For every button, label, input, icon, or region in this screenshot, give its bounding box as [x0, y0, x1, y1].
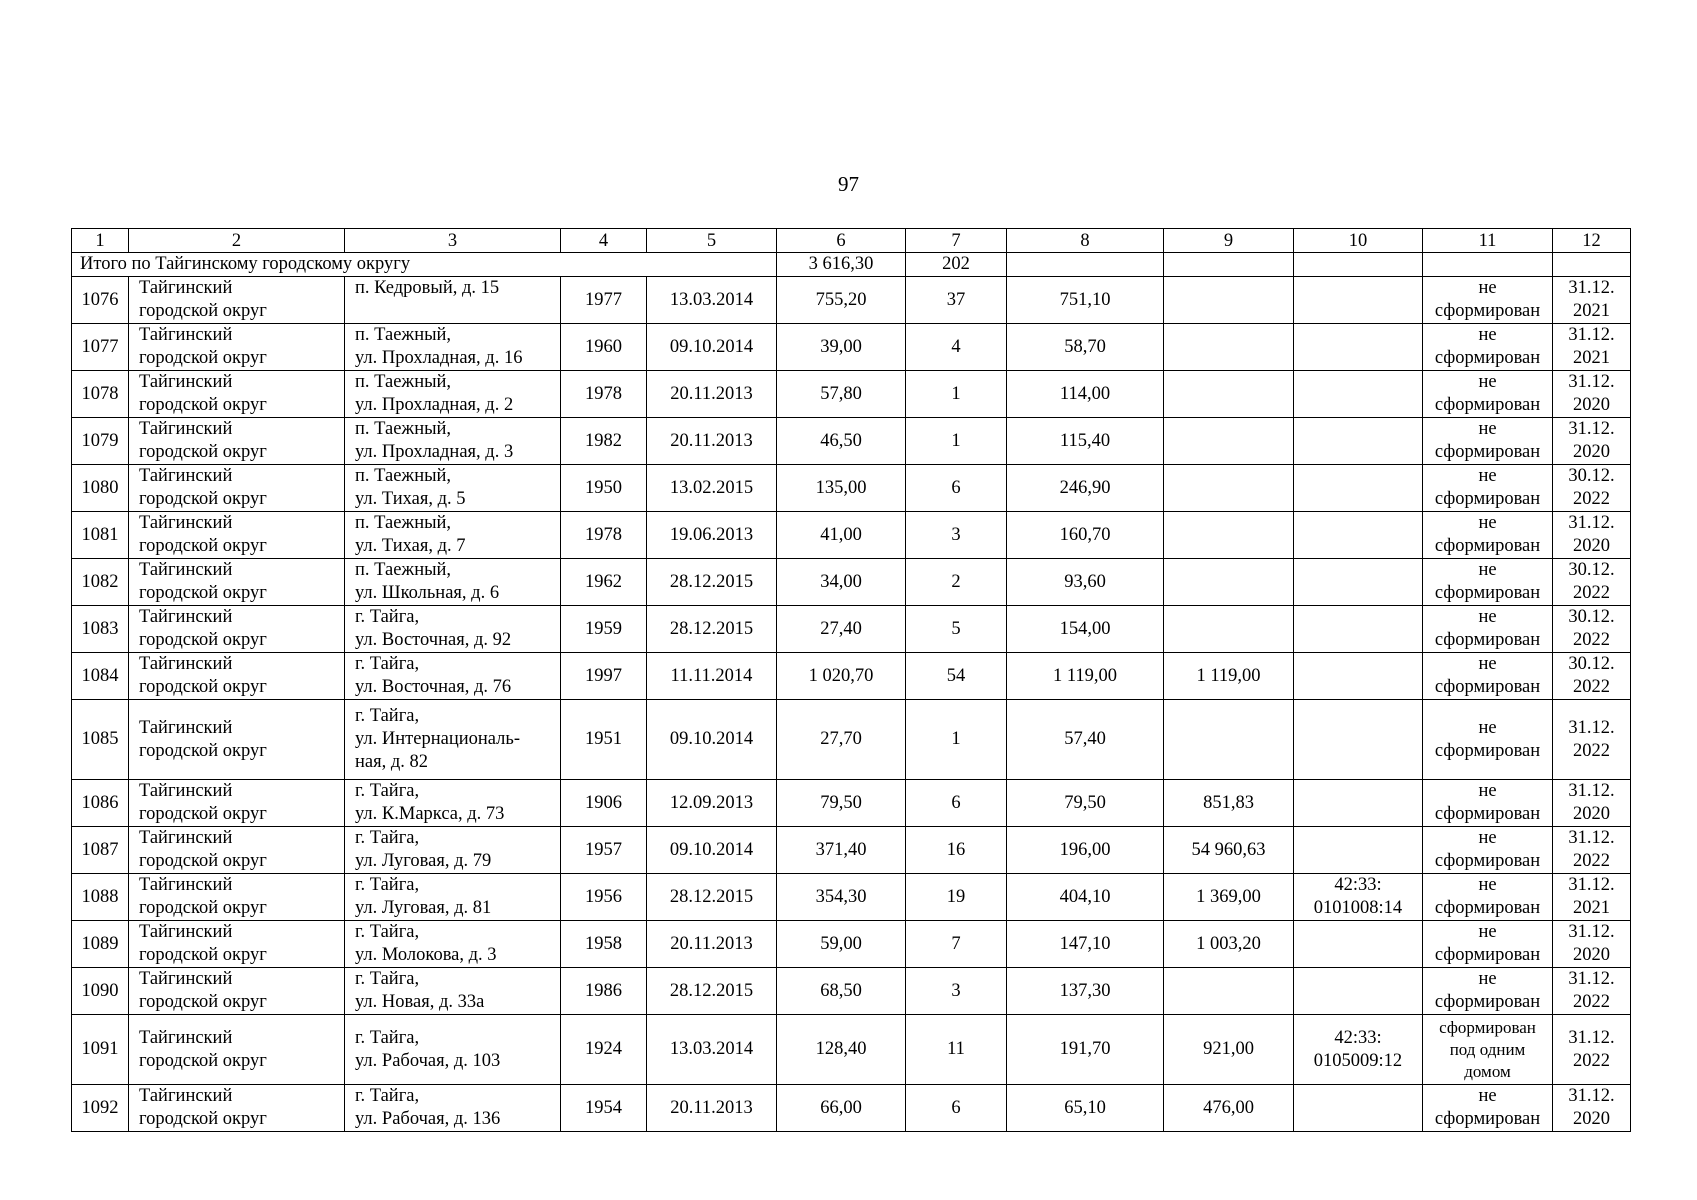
empty-cell	[1423, 253, 1553, 277]
municipality-cell: Тайгинский городской округ	[129, 512, 345, 559]
residents-cell: 54	[906, 653, 1007, 700]
table-row	[72, 277, 1631, 324]
area-cell: 57,80	[777, 371, 906, 418]
cadastral-number-cell	[1294, 700, 1423, 780]
area-cell: 27,70	[777, 700, 906, 780]
cadastral-number-cell	[1294, 653, 1423, 700]
record-number: 1088	[72, 874, 129, 921]
cadastral-number-cell	[1294, 559, 1423, 606]
table-row	[72, 465, 1631, 512]
column-number: 5	[647, 229, 777, 253]
residents-cell: 4	[906, 324, 1007, 371]
table-row	[72, 606, 1631, 653]
build-year-cell: 1954	[561, 1085, 647, 1132]
deadline-cell: 31.12. 2022	[1553, 827, 1631, 874]
area-cell: 1 020,70	[777, 653, 906, 700]
deadline-cell: 31.12. 2020	[1553, 780, 1631, 827]
land-status-cell: не сформирован	[1423, 606, 1553, 653]
value-cell: 196,00	[1007, 827, 1164, 874]
municipality-cell: Тайгинский городской округ	[129, 827, 345, 874]
residents-cell: 1	[906, 371, 1007, 418]
record-number: 1092	[72, 1085, 129, 1132]
total-row	[72, 253, 1631, 277]
date-cell: 20.11.2013	[647, 921, 777, 968]
land-status-cell: не сформирован	[1423, 921, 1553, 968]
column-number: 12	[1553, 229, 1631, 253]
build-year-cell: 1962	[561, 559, 647, 606]
address-cell: г. Тайга, ул. Молокова, д. 3	[345, 921, 561, 968]
table-row	[72, 1015, 1631, 1085]
record-number: 1079	[72, 418, 129, 465]
value-cell	[1164, 277, 1294, 324]
land-status-cell: не сформирован	[1423, 1085, 1553, 1132]
cadastral-number-cell	[1294, 1085, 1423, 1132]
column-number: 8	[1007, 229, 1164, 253]
cadastral-number-cell	[1294, 606, 1423, 653]
land-status-cell: сформирован под одним домом	[1423, 1015, 1553, 1085]
deadline-cell: 30.12. 2022	[1553, 653, 1631, 700]
area-cell: 371,40	[777, 827, 906, 874]
value-cell: 58,70	[1007, 324, 1164, 371]
residents-cell: 6	[906, 465, 1007, 512]
date-cell: 28.12.2015	[647, 606, 777, 653]
address-cell: п. Таежный, ул. Прохладная, д. 16	[345, 324, 561, 371]
table-row	[72, 827, 1631, 874]
address-cell: г. Тайга, ул. Интернациональ- ная, д. 82	[345, 700, 561, 780]
date-cell: 20.11.2013	[647, 418, 777, 465]
residents-cell: 19	[906, 874, 1007, 921]
value-cell: 751,10	[1007, 277, 1164, 324]
residents-cell: 37	[906, 277, 1007, 324]
value-cell: 921,00	[1164, 1015, 1294, 1085]
build-year-cell: 1960	[561, 324, 647, 371]
address-cell: п. Кедровый, д. 15	[345, 277, 561, 324]
record-number: 1083	[72, 606, 129, 653]
date-cell: 19.06.2013	[647, 512, 777, 559]
municipality-cell: Тайгинский городской округ	[129, 1015, 345, 1085]
value-cell: 79,50	[1007, 780, 1164, 827]
address-cell: п. Таежный, ул. Тихая, д. 5	[345, 465, 561, 512]
value-cell	[1164, 606, 1294, 653]
date-cell: 28.12.2015	[647, 874, 777, 921]
area-cell: 755,20	[777, 277, 906, 324]
deadline-cell: 31.12. 2022	[1553, 700, 1631, 780]
cadastral-number-cell	[1294, 827, 1423, 874]
municipality-cell: Тайгинский городской округ	[129, 559, 345, 606]
table-row	[72, 874, 1631, 921]
total-label: Итого по Тайгинскому городскому округу	[72, 253, 777, 277]
housing-registry-table	[71, 228, 1631, 1132]
value-cell: 65,10	[1007, 1085, 1164, 1132]
date-cell: 20.11.2013	[647, 371, 777, 418]
cadastral-number-cell	[1294, 277, 1423, 324]
land-status-cell: не сформирован	[1423, 324, 1553, 371]
column-number: 10	[1294, 229, 1423, 253]
value-cell	[1164, 418, 1294, 465]
column-number: 3	[345, 229, 561, 253]
land-status-cell: не сформирован	[1423, 700, 1553, 780]
address-cell: п. Таежный, ул. Тихая, д. 7	[345, 512, 561, 559]
build-year-cell: 1951	[561, 700, 647, 780]
municipality-cell: Тайгинский городской округ	[129, 324, 345, 371]
municipality-cell: Тайгинский городской округ	[129, 921, 345, 968]
build-year-cell: 1956	[561, 874, 647, 921]
land-status-cell: не сформирован	[1423, 827, 1553, 874]
cadastral-number-cell: 42:33: 0101008:14	[1294, 874, 1423, 921]
area-cell: 41,00	[777, 512, 906, 559]
column-number: 2	[129, 229, 345, 253]
value-cell: 191,70	[1007, 1015, 1164, 1085]
value-cell: 147,10	[1007, 921, 1164, 968]
build-year-cell: 1958	[561, 921, 647, 968]
deadline-cell: 31.12. 2021	[1553, 874, 1631, 921]
empty-cell	[1007, 253, 1164, 277]
deadline-cell: 31.12. 2020	[1553, 512, 1631, 559]
residents-cell: 11	[906, 1015, 1007, 1085]
column-number: 6	[777, 229, 906, 253]
cadastral-number-cell	[1294, 780, 1423, 827]
date-cell: 28.12.2015	[647, 968, 777, 1015]
land-status-cell: не сформирован	[1423, 968, 1553, 1015]
record-number: 1076	[72, 277, 129, 324]
table-row	[72, 700, 1631, 780]
empty-cell	[1294, 253, 1423, 277]
date-cell: 09.10.2014	[647, 324, 777, 371]
address-cell: г. Тайга, ул. Новая, д. 33а	[345, 968, 561, 1015]
deadline-cell: 31.12. 2021	[1553, 324, 1631, 371]
table-row	[72, 653, 1631, 700]
table-row	[72, 371, 1631, 418]
table-row	[72, 1085, 1631, 1132]
address-cell: г. Тайга, ул. Восточная, д. 92	[345, 606, 561, 653]
table-row	[72, 418, 1631, 465]
area-cell: 128,40	[777, 1015, 906, 1085]
record-number: 1081	[72, 512, 129, 559]
value-cell: 246,90	[1007, 465, 1164, 512]
municipality-cell: Тайгинский городской округ	[129, 653, 345, 700]
cadastral-number-cell	[1294, 968, 1423, 1015]
date-cell: 13.03.2014	[647, 277, 777, 324]
land-status-cell: не сформирован	[1423, 653, 1553, 700]
municipality-cell: Тайгинский городской округ	[129, 1085, 345, 1132]
deadline-cell: 31.12. 2021	[1553, 277, 1631, 324]
record-number: 1077	[72, 324, 129, 371]
build-year-cell: 1997	[561, 653, 647, 700]
municipality-cell: Тайгинский городской округ	[129, 968, 345, 1015]
value-cell: 114,00	[1007, 371, 1164, 418]
build-year-cell: 1978	[561, 371, 647, 418]
address-cell: г. Тайга, ул. Рабочая, д. 136	[345, 1085, 561, 1132]
column-number: 11	[1423, 229, 1553, 253]
deadline-cell: 31.12. 2020	[1553, 418, 1631, 465]
value-cell	[1164, 700, 1294, 780]
column-number-row	[72, 229, 1631, 253]
value-cell: 1 003,20	[1164, 921, 1294, 968]
total-residents: 202	[906, 253, 1007, 277]
cadastral-number-cell: 42:33: 0105009:12	[1294, 1015, 1423, 1085]
municipality-cell: Тайгинский городской округ	[129, 371, 345, 418]
municipality-cell: Тайгинский городской округ	[129, 874, 345, 921]
record-number: 1085	[72, 700, 129, 780]
cadastral-number-cell	[1294, 512, 1423, 559]
address-cell: г. Тайга, ул. Луговая, д. 79	[345, 827, 561, 874]
residents-cell: 1	[906, 418, 1007, 465]
land-status-cell: не сформирован	[1423, 465, 1553, 512]
value-cell	[1164, 465, 1294, 512]
deadline-cell: 31.12. 2020	[1553, 921, 1631, 968]
date-cell: 09.10.2014	[647, 700, 777, 780]
area-cell: 354,30	[777, 874, 906, 921]
deadline-cell: 31.12. 2020	[1553, 1085, 1631, 1132]
build-year-cell: 1924	[561, 1015, 647, 1085]
value-cell: 115,40	[1007, 418, 1164, 465]
record-number: 1086	[72, 780, 129, 827]
table-row	[72, 324, 1631, 371]
table-row	[72, 780, 1631, 827]
value-cell: 476,00	[1164, 1085, 1294, 1132]
cadastral-number-cell	[1294, 324, 1423, 371]
table-row	[72, 921, 1631, 968]
column-number: 1	[72, 229, 129, 253]
column-number: 4	[561, 229, 647, 253]
area-cell: 34,00	[777, 559, 906, 606]
record-number: 1090	[72, 968, 129, 1015]
area-cell: 59,00	[777, 921, 906, 968]
deadline-cell: 31.12. 2022	[1553, 968, 1631, 1015]
record-number: 1089	[72, 921, 129, 968]
value-cell	[1164, 512, 1294, 559]
municipality-cell: Тайгинский городской округ	[129, 465, 345, 512]
value-cell	[1164, 371, 1294, 418]
address-cell: г. Тайга, ул. Луговая, д. 81	[345, 874, 561, 921]
address-cell: п. Таежный, ул. Прохладная, д. 3	[345, 418, 561, 465]
land-status-cell: не сформирован	[1423, 371, 1553, 418]
address-cell: п. Таежный, ул. Школьная, д. 6	[345, 559, 561, 606]
value-cell: 1 369,00	[1164, 874, 1294, 921]
deadline-cell: 30.12. 2022	[1553, 606, 1631, 653]
date-cell: 09.10.2014	[647, 827, 777, 874]
deadline-cell: 31.12. 2020	[1553, 371, 1631, 418]
build-year-cell: 1982	[561, 418, 647, 465]
build-year-cell: 1906	[561, 780, 647, 827]
date-cell: 11.11.2014	[647, 653, 777, 700]
value-cell: 160,70	[1007, 512, 1164, 559]
column-number: 7	[906, 229, 1007, 253]
build-year-cell: 1986	[561, 968, 647, 1015]
build-year-cell: 1977	[561, 277, 647, 324]
municipality-cell: Тайгинский городской округ	[129, 418, 345, 465]
value-cell: 54 960,63	[1164, 827, 1294, 874]
residents-cell: 3	[906, 512, 1007, 559]
municipality-cell: Тайгинский городской округ	[129, 606, 345, 653]
column-number: 9	[1164, 229, 1294, 253]
land-status-cell: не сформирован	[1423, 559, 1553, 606]
record-number: 1080	[72, 465, 129, 512]
value-cell: 137,30	[1007, 968, 1164, 1015]
address-cell: г. Тайга, ул. Восточная, д. 76	[345, 653, 561, 700]
area-cell: 79,50	[777, 780, 906, 827]
date-cell: 20.11.2013	[647, 1085, 777, 1132]
build-year-cell: 1978	[561, 512, 647, 559]
residents-cell: 2	[906, 559, 1007, 606]
municipality-cell: Тайгинский городской округ	[129, 277, 345, 324]
cadastral-number-cell	[1294, 418, 1423, 465]
area-cell: 68,50	[777, 968, 906, 1015]
residents-cell: 3	[906, 968, 1007, 1015]
record-number: 1078	[72, 371, 129, 418]
residents-cell: 7	[906, 921, 1007, 968]
deadline-cell: 30.12. 2022	[1553, 559, 1631, 606]
date-cell: 13.02.2015	[647, 465, 777, 512]
land-status-cell: не сформирован	[1423, 780, 1553, 827]
area-cell: 39,00	[777, 324, 906, 371]
area-cell: 46,50	[777, 418, 906, 465]
build-year-cell: 1959	[561, 606, 647, 653]
value-cell: 93,60	[1007, 559, 1164, 606]
table-row	[72, 512, 1631, 559]
value-cell: 154,00	[1007, 606, 1164, 653]
page-number: 97	[838, 172, 859, 196]
table-row	[72, 968, 1631, 1015]
record-number: 1084	[72, 653, 129, 700]
record-number: 1087	[72, 827, 129, 874]
total-area: 3 616,30	[777, 253, 906, 277]
value-cell: 1 119,00	[1007, 653, 1164, 700]
residents-cell: 1	[906, 700, 1007, 780]
value-cell	[1164, 324, 1294, 371]
residents-cell: 16	[906, 827, 1007, 874]
build-year-cell: 1950	[561, 465, 647, 512]
deadline-cell: 31.12. 2022	[1553, 1015, 1631, 1085]
municipality-cell: Тайгинский городской округ	[129, 780, 345, 827]
land-status-cell: не сформирован	[1423, 512, 1553, 559]
value-cell	[1164, 968, 1294, 1015]
land-status-cell: не сформирован	[1423, 874, 1553, 921]
area-cell: 135,00	[777, 465, 906, 512]
cadastral-number-cell	[1294, 465, 1423, 512]
value-cell: 57,40	[1007, 700, 1164, 780]
value-cell: 404,10	[1007, 874, 1164, 921]
municipality-cell: Тайгинский городской округ	[129, 700, 345, 780]
table-row	[72, 559, 1631, 606]
cadastral-number-cell	[1294, 371, 1423, 418]
land-status-cell: не сформирован	[1423, 418, 1553, 465]
date-cell: 13.03.2014	[647, 1015, 777, 1085]
residents-cell: 6	[906, 1085, 1007, 1132]
residents-cell: 5	[906, 606, 1007, 653]
address-cell: г. Тайга, ул. Рабочая, д. 103	[345, 1015, 561, 1085]
date-cell: 28.12.2015	[647, 559, 777, 606]
empty-cell	[1553, 253, 1631, 277]
address-cell: г. Тайга, ул. К.Маркса, д. 73	[345, 780, 561, 827]
empty-cell	[1164, 253, 1294, 277]
value-cell	[1164, 559, 1294, 606]
date-cell: 12.09.2013	[647, 780, 777, 827]
cadastral-number-cell	[1294, 921, 1423, 968]
residents-cell: 6	[906, 780, 1007, 827]
value-cell: 851,83	[1164, 780, 1294, 827]
address-cell: п. Таежный, ул. Прохладная, д. 2	[345, 371, 561, 418]
value-cell: 1 119,00	[1164, 653, 1294, 700]
area-cell: 27,40	[777, 606, 906, 653]
area-cell: 66,00	[777, 1085, 906, 1132]
build-year-cell: 1957	[561, 827, 647, 874]
deadline-cell: 30.12. 2022	[1553, 465, 1631, 512]
record-number: 1082	[72, 559, 129, 606]
record-number: 1091	[72, 1015, 129, 1085]
land-status-cell: не сформирован	[1423, 277, 1553, 324]
